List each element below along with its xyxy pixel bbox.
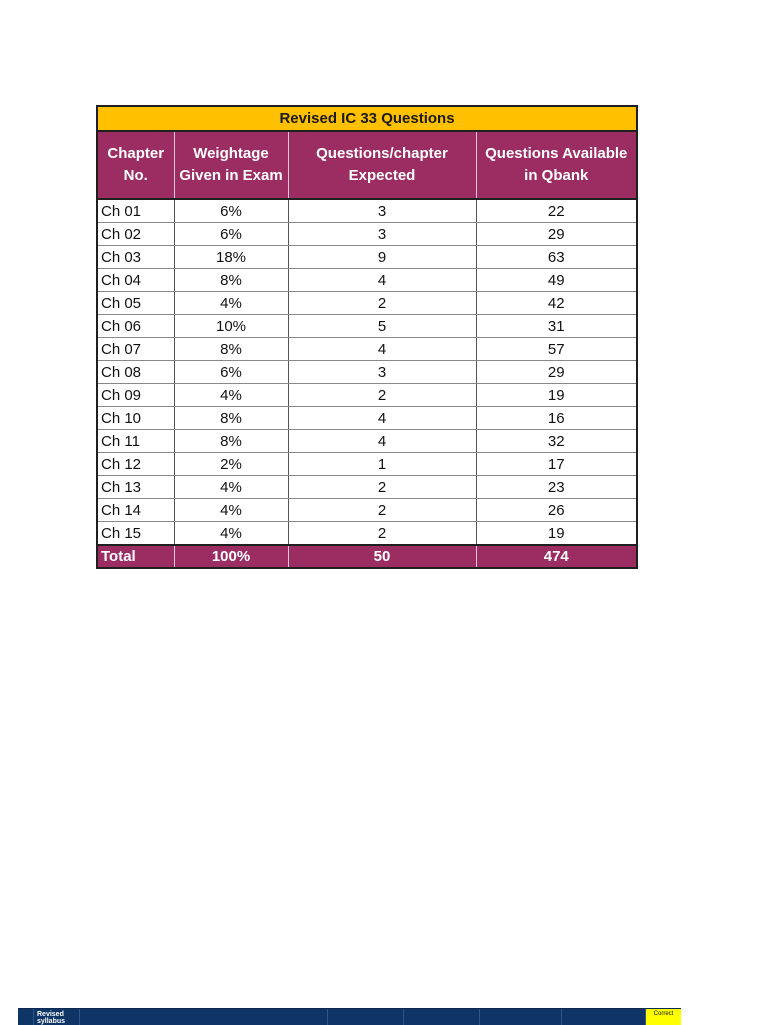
cell-chapter: Ch 04 bbox=[98, 269, 174, 292]
cell-weightage: 4% bbox=[174, 384, 288, 407]
cell-available: 31 bbox=[476, 315, 636, 338]
cell-expected: 5 bbox=[288, 315, 476, 338]
strip-cell bbox=[562, 1009, 646, 1025]
table-row bbox=[98, 223, 636, 246]
strip-label: Revised syllabus bbox=[34, 1009, 80, 1025]
table-row bbox=[98, 292, 636, 315]
cell-weightage: 4% bbox=[174, 476, 288, 499]
cell-available: 42 bbox=[476, 292, 636, 315]
cell-expected: 2 bbox=[288, 499, 476, 522]
header-chapter-line2: No. bbox=[123, 167, 148, 184]
cell-weightage: 2% bbox=[174, 453, 288, 476]
table-row bbox=[98, 384, 636, 407]
cell-expected: 2 bbox=[288, 476, 476, 499]
header-questions-available bbox=[476, 131, 636, 199]
table-title: Revised IC 33 Questions bbox=[98, 107, 636, 131]
cell-available: 29 bbox=[476, 361, 636, 384]
table-row bbox=[98, 315, 636, 338]
cell-expected: 4 bbox=[288, 407, 476, 430]
questions-table-container bbox=[96, 105, 638, 569]
cell-weightage: 8% bbox=[174, 269, 288, 292]
cell-chapter: Ch 15 bbox=[98, 522, 174, 546]
cell-weightage: 4% bbox=[174, 499, 288, 522]
cell-expected: 2 bbox=[288, 292, 476, 315]
table-row bbox=[98, 199, 636, 223]
next-page-table-strip bbox=[18, 1008, 681, 1025]
header-available-line2: in Qbank bbox=[524, 167, 589, 184]
table-row bbox=[98, 361, 636, 384]
strip-cell bbox=[404, 1009, 480, 1025]
total-row bbox=[98, 545, 636, 567]
strip-cell bbox=[328, 1009, 404, 1025]
header-chapter-no bbox=[98, 131, 174, 199]
cell-chapter: Ch 02 bbox=[98, 223, 174, 246]
table-row bbox=[98, 246, 636, 269]
cell-available: 26 bbox=[476, 499, 636, 522]
cell-weightage: 18% bbox=[174, 246, 288, 269]
cell-available: 49 bbox=[476, 269, 636, 292]
cell-available: 32 bbox=[476, 430, 636, 453]
strip-cell bbox=[480, 1009, 562, 1025]
header-weightage-line1: Weightage bbox=[193, 145, 269, 162]
header-questions-expected bbox=[288, 131, 476, 199]
table-header-row bbox=[98, 131, 636, 199]
total-label: Total bbox=[98, 545, 174, 567]
cell-chapter: Ch 09 bbox=[98, 384, 174, 407]
cell-weightage: 6% bbox=[174, 361, 288, 384]
cell-weightage: 8% bbox=[174, 430, 288, 453]
cell-available: 17 bbox=[476, 453, 636, 476]
strip-flag: Correct bbox=[646, 1009, 681, 1025]
cell-weightage: 10% bbox=[174, 315, 288, 338]
header-weightage bbox=[174, 131, 288, 199]
cell-expected: 1 bbox=[288, 453, 476, 476]
cell-expected: 2 bbox=[288, 384, 476, 407]
header-weightage-line2: Given in Exam bbox=[179, 167, 283, 184]
cell-chapter: Ch 06 bbox=[98, 315, 174, 338]
cell-chapter: Ch 12 bbox=[98, 453, 174, 476]
strip-cell bbox=[18, 1009, 34, 1025]
cell-weightage: 4% bbox=[174, 292, 288, 315]
table-title-row bbox=[98, 107, 636, 131]
cell-available: 16 bbox=[476, 407, 636, 430]
table-row bbox=[98, 476, 636, 499]
cell-chapter: Ch 07 bbox=[98, 338, 174, 361]
table-row bbox=[98, 338, 636, 361]
table-row bbox=[98, 522, 636, 546]
cell-expected: 9 bbox=[288, 246, 476, 269]
table-row bbox=[98, 499, 636, 522]
cell-available: 23 bbox=[476, 476, 636, 499]
cell-expected: 4 bbox=[288, 269, 476, 292]
cell-chapter: Ch 03 bbox=[98, 246, 174, 269]
cell-weightage: 6% bbox=[174, 199, 288, 223]
cell-weightage: 6% bbox=[174, 223, 288, 246]
header-available-line1: Questions Available bbox=[485, 145, 628, 162]
cell-expected: 2 bbox=[288, 522, 476, 546]
total-available: 474 bbox=[476, 545, 636, 567]
cell-weightage: 8% bbox=[174, 407, 288, 430]
cell-weightage: 4% bbox=[174, 522, 288, 546]
cell-expected: 3 bbox=[288, 199, 476, 223]
cell-available: 63 bbox=[476, 246, 636, 269]
cell-chapter: Ch 11 bbox=[98, 430, 174, 453]
cell-chapter: Ch 08 bbox=[98, 361, 174, 384]
questions-table bbox=[98, 107, 636, 567]
cell-chapter: Ch 01 bbox=[98, 199, 174, 223]
cell-weightage: 8% bbox=[174, 338, 288, 361]
cell-expected: 4 bbox=[288, 338, 476, 361]
strip-cell bbox=[80, 1009, 328, 1025]
cell-available: 29 bbox=[476, 223, 636, 246]
cell-chapter: Ch 05 bbox=[98, 292, 174, 315]
cell-expected: 4 bbox=[288, 430, 476, 453]
cell-chapter: Ch 13 bbox=[98, 476, 174, 499]
table-row bbox=[98, 407, 636, 430]
table-row bbox=[98, 269, 636, 292]
cell-available: 19 bbox=[476, 384, 636, 407]
cell-available: 57 bbox=[476, 338, 636, 361]
cell-available: 19 bbox=[476, 522, 636, 546]
total-expected: 50 bbox=[288, 545, 476, 567]
cell-expected: 3 bbox=[288, 361, 476, 384]
table-row bbox=[98, 430, 636, 453]
header-expected-line1: Questions/chapter bbox=[316, 145, 448, 162]
header-chapter-line1: Chapter bbox=[107, 145, 165, 162]
cell-chapter: Ch 14 bbox=[98, 499, 174, 522]
table-row bbox=[98, 453, 636, 476]
total-weightage: 100% bbox=[174, 545, 288, 567]
cell-available: 22 bbox=[476, 199, 636, 223]
cell-expected: 3 bbox=[288, 223, 476, 246]
header-expected-line2: Expected bbox=[348, 167, 416, 184]
cell-chapter: Ch 10 bbox=[98, 407, 174, 430]
